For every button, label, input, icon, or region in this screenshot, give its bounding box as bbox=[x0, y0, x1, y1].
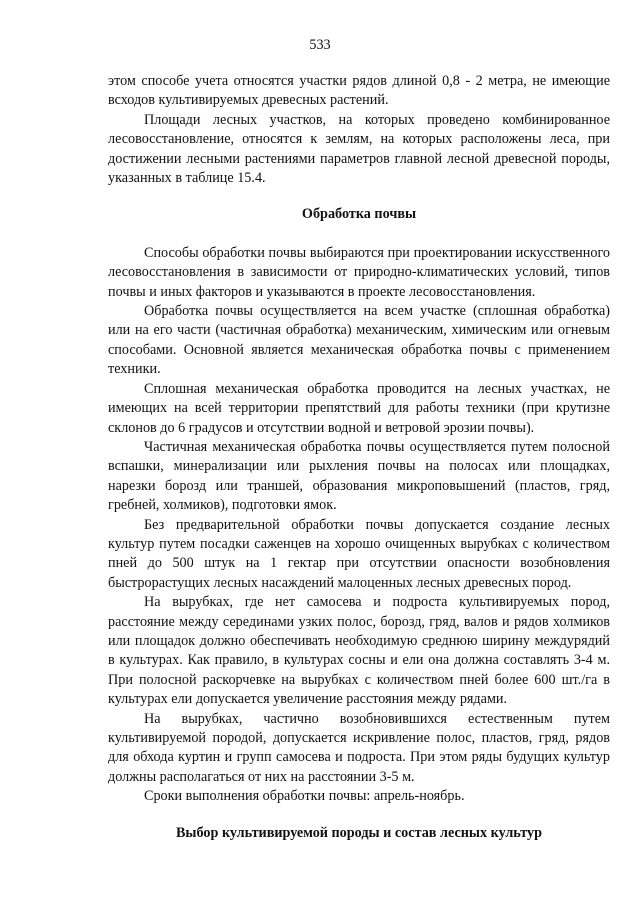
page-number: 533 bbox=[309, 37, 331, 53]
paragraph: На вырубках, где нет самосева и подроста культивируемых пород, расстояние между серединами узких полос, борозд, гряд, валов и рядов холмиков или площадок должно обеспечивать необходимую среднюю ширину междурядий в культурах. Как правило, в культурах сосны и ели она должна составлять 3-4 м. При полосной раскорчевке на вырубках с количеством пней более 600 шт./га в культурах ели допускается увеличение расстояния между рядами. bbox=[108, 594, 610, 708]
paragraph: Сроки выполнения обработки почвы: апрель-ноябрь. bbox=[144, 788, 465, 805]
section-heading-soil-treatment: Обработка почвы bbox=[301, 206, 417, 223]
paragraph: Частичная механическая обработка почвы осуществляется путем полосной вспашки, минерализации или рыхления почвы на полосах или площадках, нарезки борозд или траншей, образования микроповышений (пластов, гряд, гребней, холмиков), подготовки ямок. bbox=[108, 438, 610, 514]
body-text bbox=[108, 72, 610, 843]
paragraph: Способы обработки почвы выбираются при проектировании искусственного лесовосстановления в зависимости от природно-климатических условий, типов почвы и иных факторов и указываются в проекте лесовосстановления. bbox=[108, 244, 610, 300]
paragraph: Площади лесных участков, на которых проведено комбинированное лесовосстановление, относятся к землям, на которых расположены леса, при достижении лесными растениями параметров главной лесной древесной породы, указанных в таблице 15.4. bbox=[108, 111, 610, 187]
paragraph: На вырубках, частично возобновившихся естественным путем культивируемой породой, допускается искривление полос, пластов, гряд, рядов для обхода куртин и групп самосева и подроста. При этом ряды будущих культур должны располагаться от них на расстоянии 3-5 м. bbox=[108, 710, 610, 785]
paragraph: Обработка почвы осуществляется на всем участке (сплошная обработка) или на его части (частичная обработка) механическим, химическим или огневым способами. Основной является механическая обработка почвы с применением техники. bbox=[108, 303, 610, 378]
paragraph: Сплошная механическая обработка проводится на лесных участках, не имеющих на всей территории препятствий для работы техники (при крутизне склонов до 6 градусов и отсутствии водной и ветровой эрозии почвы). bbox=[108, 380, 610, 436]
paragraph: Без предварительной обработки почвы допускается создание лесных культур путем посадки саженцев на хорошо очищенных вырубках с количеством пней до 500 штук на 1 гектар при отсутствии опасности возобновления быстрорастущих лесных насаждений малоценных лесных древесных пород. bbox=[108, 516, 610, 591]
section-heading-species-selection: Выбор культивируемой породы и состав лесных культур bbox=[175, 824, 543, 841]
paragraph-continuation: этом способе учета относятся участки рядов длиной 0,8 - 2 метра, не имеющие всходов культивируемых древесных растений. bbox=[108, 73, 610, 109]
